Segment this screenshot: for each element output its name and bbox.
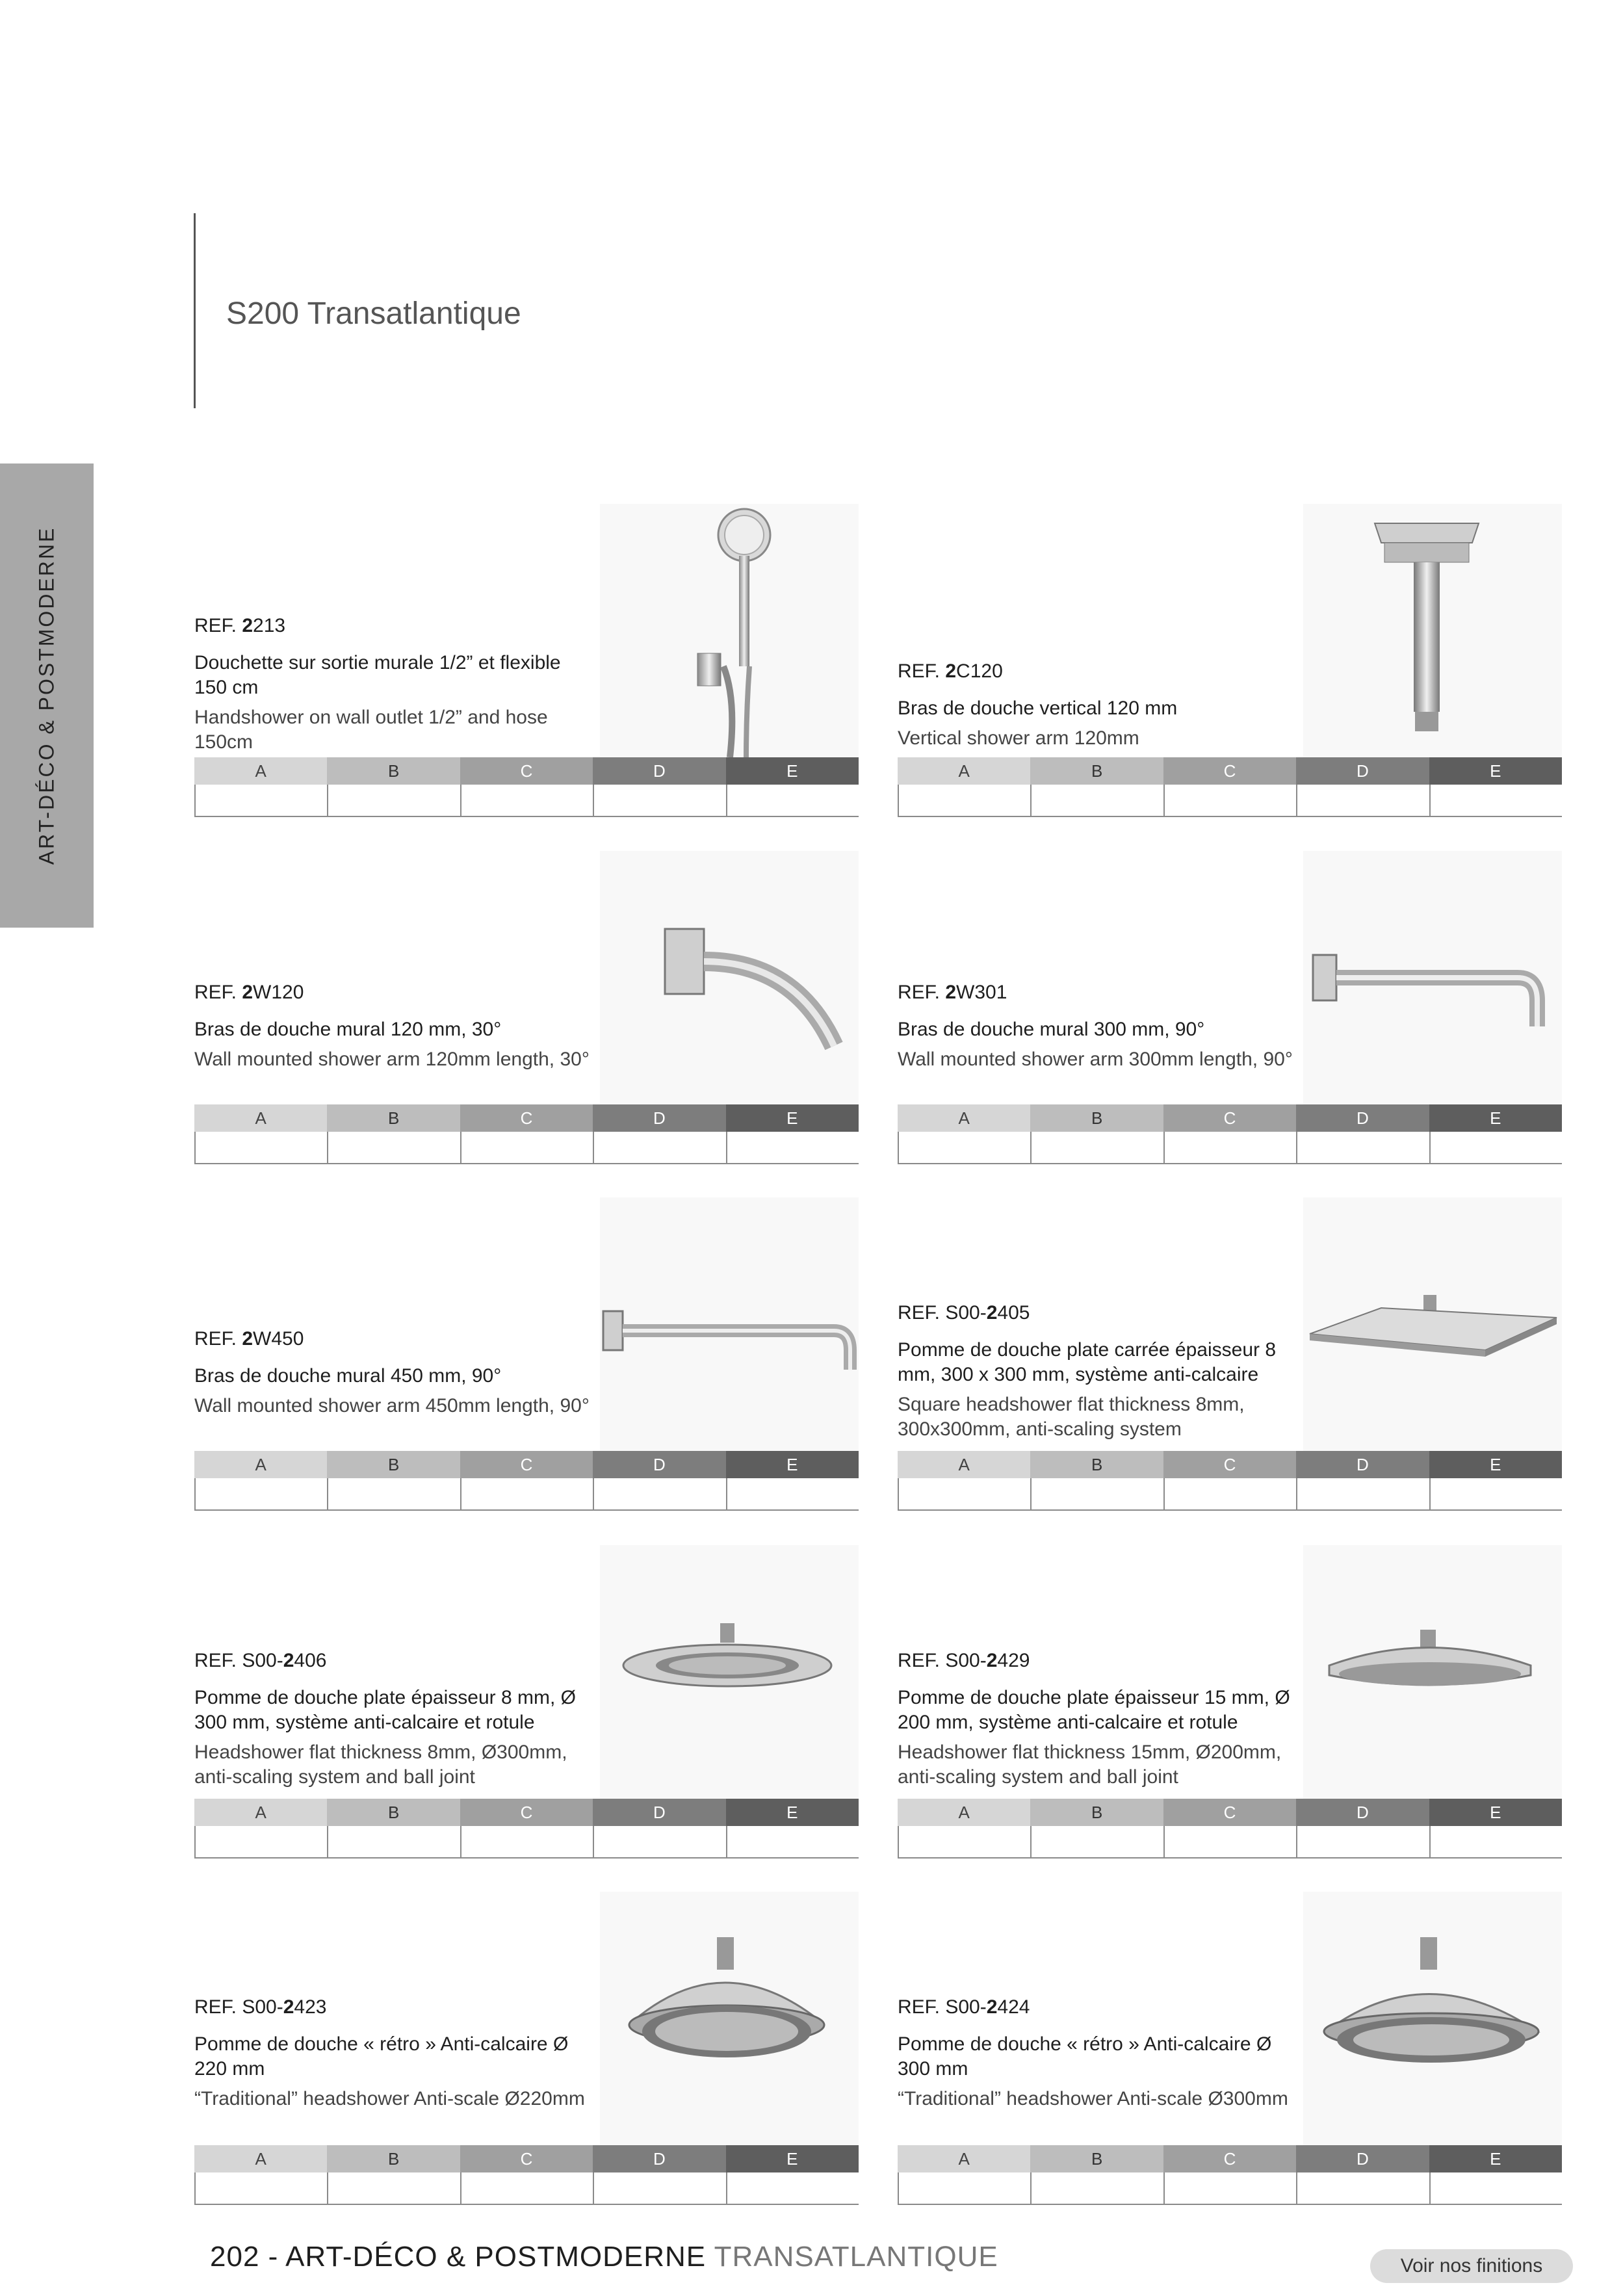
finish-cell bbox=[1429, 1826, 1562, 1857]
finish-cell bbox=[726, 785, 859, 816]
product-description-fr: Bras de douche mural 450 mm, 90° bbox=[194, 1365, 502, 1387]
page-footer bbox=[210, 2241, 998, 2273]
finish-col-a: A bbox=[194, 1799, 327, 1826]
round-headshower-small-icon bbox=[1303, 1545, 1562, 1799]
finish-col-d: D bbox=[593, 2145, 725, 2172]
wall-arm-30-icon bbox=[600, 851, 859, 1104]
finish-col-e: E bbox=[1429, 1104, 1562, 1132]
finish-cell bbox=[194, 2172, 327, 2204]
round-headshower-icon bbox=[600, 1545, 859, 1799]
product-ref: REF. 2W301 bbox=[898, 982, 1007, 1003]
product-description-en: Headshower flat thickness 8mm, Ø300mm, anti-scaling system and ball joint bbox=[194, 1742, 567, 1788]
product-ref: REF. 2213 bbox=[194, 615, 286, 636]
product-description-fr: Pomme de douche plate carrée épaisseur 8 mm, 300 x 300 mm, système anti-calcaire bbox=[898, 1339, 1277, 1385]
finish-col-a: A bbox=[898, 757, 1030, 785]
wall-arm-long-icon bbox=[600, 1197, 859, 1451]
finish-cell bbox=[1429, 1132, 1562, 1163]
product-card bbox=[898, 504, 1562, 816]
vertical-arm-icon bbox=[1303, 504, 1562, 757]
finish-cell bbox=[593, 1132, 725, 1163]
product-description-fr: Bras de douche mural 120 mm, 30° bbox=[194, 1019, 502, 1040]
product-card bbox=[898, 1545, 1562, 1857]
product-description-fr: Bras de douche mural 300 mm, 90° bbox=[898, 1019, 1205, 1040]
product-card bbox=[898, 1197, 1562, 1509]
finish-cell bbox=[1163, 1826, 1296, 1857]
finish-cell bbox=[726, 2172, 859, 2204]
product-info bbox=[898, 981, 1294, 1072]
finish-cell bbox=[460, 1826, 593, 1857]
handshower-icon bbox=[600, 504, 859, 757]
finish-col-e: E bbox=[1429, 1799, 1562, 1826]
finish-col-d: D bbox=[1296, 1104, 1429, 1132]
product-description-fr: Pomme de douche « rétro » Anti-calcaire Ø 300 mm bbox=[898, 2033, 1272, 2080]
finish-col-c: C bbox=[460, 1104, 593, 1132]
finish-cell bbox=[194, 1132, 327, 1163]
finish-cell bbox=[1163, 785, 1296, 816]
finish-table bbox=[194, 1451, 859, 1511]
finish-cell bbox=[194, 1826, 327, 1857]
finish-col-c: C bbox=[1163, 757, 1296, 785]
finish-col-b: B bbox=[1030, 1451, 1163, 1478]
product-description-fr: Bras de douche vertical 120 mm bbox=[898, 698, 1178, 719]
finish-table bbox=[898, 1799, 1562, 1859]
finish-cell bbox=[898, 785, 1030, 816]
product-info bbox=[194, 614, 591, 755]
finish-cell bbox=[726, 1132, 859, 1163]
finish-col-e: E bbox=[726, 2145, 859, 2172]
product-info bbox=[194, 981, 591, 1072]
finish-cell bbox=[593, 1478, 725, 1509]
product-card bbox=[898, 851, 1562, 1163]
product-ref: REF. S00-2424 bbox=[898, 1996, 1030, 2018]
finish-col-d: D bbox=[593, 1799, 725, 1826]
product-ref: REF. 2W450 bbox=[194, 1328, 304, 1350]
finish-table bbox=[194, 1799, 859, 1859]
finish-col-b: B bbox=[1030, 1799, 1163, 1826]
finish-col-c: C bbox=[460, 1451, 593, 1478]
finish-cell bbox=[1296, 785, 1429, 816]
finish-col-c: C bbox=[1163, 1799, 1296, 1826]
product-description-fr: Pomme de douche plate épaisseur 8 mm, Ø 300 mm, système anti-calcaire et rotule bbox=[194, 1687, 576, 1733]
product-info bbox=[898, 1301, 1294, 1442]
finish-cell bbox=[1030, 1132, 1163, 1163]
finish-col-e: E bbox=[726, 757, 859, 785]
finish-col-c: C bbox=[1163, 2145, 1296, 2172]
finish-table bbox=[898, 1104, 1562, 1164]
finish-cell bbox=[327, 785, 460, 816]
product-card bbox=[194, 504, 859, 816]
product-info bbox=[194, 1327, 591, 1418]
finish-cell bbox=[898, 2172, 1030, 2204]
finish-cell bbox=[1163, 1132, 1296, 1163]
finish-col-e: E bbox=[726, 1451, 859, 1478]
product-description-en: Square headshower flat thickness 8mm, 300x300mm, anti-scaling system bbox=[898, 1394, 1245, 1440]
finish-cell bbox=[1296, 1478, 1429, 1509]
product-ref: REF. S00-2429 bbox=[898, 1650, 1030, 1671]
product-card bbox=[898, 1892, 1562, 2204]
finish-cell bbox=[593, 785, 725, 816]
footer-collection: TRANSATLANTIQUE bbox=[714, 2241, 998, 2273]
retro-headshower-icon bbox=[600, 1892, 859, 2145]
title-divider bbox=[194, 213, 196, 408]
finish-table bbox=[194, 2145, 859, 2205]
finish-cell bbox=[327, 1132, 460, 1163]
finish-cell bbox=[327, 1478, 460, 1509]
finish-table bbox=[898, 2145, 1562, 2205]
finish-col-a: A bbox=[898, 1451, 1030, 1478]
finish-col-a: A bbox=[194, 757, 327, 785]
finish-cell bbox=[1030, 1478, 1163, 1509]
product-description-fr: Douchette sur sortie murale 1/2” et flexible 150 cm bbox=[194, 652, 561, 698]
product-info bbox=[194, 1996, 591, 2111]
finish-cell bbox=[1163, 1478, 1296, 1509]
page-title: S200 Transatlantique bbox=[226, 296, 521, 331]
view-finishes-button[interactable]: Voir nos finitions bbox=[1370, 2249, 1573, 2283]
finish-table bbox=[194, 757, 859, 817]
finish-col-e: E bbox=[726, 1104, 859, 1132]
finish-cell bbox=[460, 2172, 593, 2204]
finish-cell bbox=[1429, 785, 1562, 816]
finish-col-c: C bbox=[460, 757, 593, 785]
finish-cell bbox=[1429, 2172, 1562, 2204]
finish-cell bbox=[1163, 2172, 1296, 2204]
finish-cell bbox=[1429, 1478, 1562, 1509]
finish-col-a: A bbox=[898, 2145, 1030, 2172]
product-description-en: Handshower on wall outlet 1/2” and hose 150cm bbox=[194, 707, 548, 753]
finish-col-b: B bbox=[327, 1451, 460, 1478]
finish-cell bbox=[460, 785, 593, 816]
finish-col-a: A bbox=[898, 1104, 1030, 1132]
product-description-en: Wall mounted shower arm 300mm length, 90° bbox=[898, 1049, 1293, 1070]
finish-table bbox=[194, 1104, 859, 1164]
finish-col-e: E bbox=[1429, 2145, 1562, 2172]
product-ref: REF. S00-2405 bbox=[898, 1302, 1030, 1324]
finish-col-b: B bbox=[327, 757, 460, 785]
product-description-en: “Traditional” headshower Anti-scale Ø300mm bbox=[898, 2088, 1288, 2109]
finish-cell bbox=[1296, 1132, 1429, 1163]
finish-col-d: D bbox=[1296, 1799, 1429, 1826]
section-side-tab[interactable] bbox=[0, 463, 94, 928]
product-info bbox=[898, 660, 1294, 751]
finish-col-c: C bbox=[1163, 1104, 1296, 1132]
finish-cell bbox=[460, 1132, 593, 1163]
product-description-fr: Pomme de douche plate épaisseur 15 mm, Ø 200 mm, système anti-calcaire et rotule bbox=[898, 1687, 1290, 1733]
finish-col-d: D bbox=[593, 1451, 725, 1478]
finish-col-d: D bbox=[1296, 2145, 1429, 2172]
finish-col-c: C bbox=[1163, 1451, 1296, 1478]
finish-col-d: D bbox=[593, 1104, 725, 1132]
product-card bbox=[194, 1545, 859, 1857]
product-description-en: “Traditional” headshower Anti-scale Ø220mm bbox=[194, 2088, 585, 2109]
product-ref: REF. 2W120 bbox=[194, 982, 304, 1003]
finish-col-e: E bbox=[1429, 1451, 1562, 1478]
finish-cell bbox=[327, 2172, 460, 2204]
finish-cell bbox=[460, 1478, 593, 1509]
footer-page-section: 202 - ART-DÉCO & POSTMODERNE bbox=[210, 2241, 707, 2273]
product-description-en: Headshower flat thickness 15mm, Ø200mm, anti-scaling system and ball joint bbox=[898, 1742, 1282, 1788]
product-card bbox=[194, 851, 859, 1163]
finish-col-c: C bbox=[460, 2145, 593, 2172]
product-info bbox=[194, 1649, 591, 1790]
finish-cell bbox=[1030, 785, 1163, 816]
finish-cell bbox=[898, 1132, 1030, 1163]
product-card bbox=[194, 1892, 859, 2204]
finish-col-b: B bbox=[1030, 757, 1163, 785]
finish-col-d: D bbox=[593, 757, 725, 785]
finish-table bbox=[898, 757, 1562, 817]
finish-col-c: C bbox=[460, 1799, 593, 1826]
wall-arm-90-icon bbox=[1303, 851, 1562, 1104]
finish-col-a: A bbox=[194, 2145, 327, 2172]
finish-cell bbox=[1030, 1826, 1163, 1857]
product-card bbox=[194, 1197, 859, 1509]
square-headshower-icon bbox=[1303, 1197, 1562, 1451]
finish-cell bbox=[194, 785, 327, 816]
product-description-fr: Pomme de douche « rétro » Anti-calcaire Ø 220 mm bbox=[194, 2033, 569, 2080]
product-ref: REF. 2C120 bbox=[898, 660, 1003, 682]
finish-col-a: A bbox=[194, 1104, 327, 1132]
finish-cell bbox=[726, 1478, 859, 1509]
finish-col-b: B bbox=[1030, 1104, 1163, 1132]
finish-cell bbox=[726, 1826, 859, 1857]
finish-col-b: B bbox=[327, 1104, 460, 1132]
finish-cell bbox=[1030, 2172, 1163, 2204]
finish-col-e: E bbox=[726, 1799, 859, 1826]
product-description-en: Vertical shower arm 120mm bbox=[898, 727, 1139, 749]
product-description-en: Wall mounted shower arm 120mm length, 30° bbox=[194, 1049, 590, 1070]
finish-table bbox=[898, 1451, 1562, 1511]
finish-col-b: B bbox=[327, 1799, 460, 1826]
finish-col-e: E bbox=[1429, 757, 1562, 785]
product-info bbox=[898, 1649, 1294, 1790]
product-info bbox=[898, 1996, 1294, 2111]
finish-cell bbox=[593, 1826, 725, 1857]
finish-cell bbox=[194, 1478, 327, 1509]
product-description-en: Wall mounted shower arm 450mm length, 90° bbox=[194, 1395, 590, 1416]
finish-col-b: B bbox=[327, 2145, 460, 2172]
finish-col-b: B bbox=[1030, 2145, 1163, 2172]
product-ref: REF. S00-2406 bbox=[194, 1650, 327, 1671]
finish-col-d: D bbox=[1296, 757, 1429, 785]
finish-cell bbox=[898, 1826, 1030, 1857]
finish-col-a: A bbox=[194, 1451, 327, 1478]
retro-headshower-large-icon bbox=[1303, 1892, 1562, 2145]
finish-col-d: D bbox=[1296, 1451, 1429, 1478]
finish-cell bbox=[327, 1826, 460, 1857]
finish-col-a: A bbox=[898, 1799, 1030, 1826]
section-side-tab-label: ART-DÉCO & POSTMODERNE bbox=[34, 526, 58, 865]
finish-cell bbox=[1296, 2172, 1429, 2204]
finish-cell bbox=[1296, 1826, 1429, 1857]
finish-cell bbox=[593, 2172, 725, 2204]
finish-cell bbox=[898, 1478, 1030, 1509]
product-ref: REF. S00-2423 bbox=[194, 1996, 327, 2018]
